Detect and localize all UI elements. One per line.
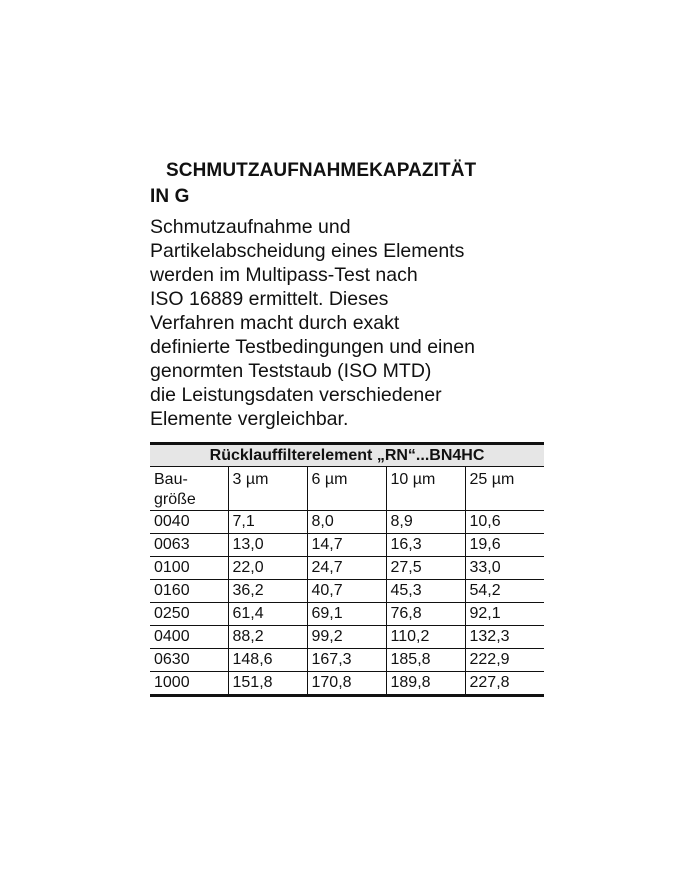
table-cell: 7,1 [228, 511, 307, 534]
table-cell: 61,4 [228, 603, 307, 626]
paragraph-line: Partikelabscheidung eines Elements [150, 240, 465, 262]
heading-line-1: SCHMUTZAUFNAHMEKAPAZITÄT [166, 160, 477, 181]
paragraph-line: genormten Teststaub (ISO MTD) [150, 360, 432, 382]
description-paragraph [150, 215, 544, 431]
table-cell: 0040 [150, 511, 228, 534]
table-row [150, 534, 544, 557]
size-header-line-2: größe [154, 491, 196, 508]
table-cell: 167,3 [307, 649, 386, 672]
table-cell: 8,0 [307, 511, 386, 534]
table-row [150, 511, 544, 534]
table-cell: 40,7 [307, 580, 386, 603]
table-cell: 14,7 [307, 534, 386, 557]
table-cell: 27,5 [386, 557, 465, 580]
table-cell: 69,1 [307, 603, 386, 626]
table-row [150, 649, 544, 672]
table-title-row [150, 444, 544, 467]
table-cell: 222,9 [465, 649, 544, 672]
paragraph-line: werden im Multipass-Test nach [150, 264, 418, 286]
table-cell: 36,2 [228, 580, 307, 603]
table-cell: 1000 [150, 672, 228, 696]
table-cell: 22,0 [228, 557, 307, 580]
section-heading [150, 158, 544, 210]
table-cell: 185,8 [386, 649, 465, 672]
table-cell: 33,0 [465, 557, 544, 580]
table-cell: 10,6 [465, 511, 544, 534]
paragraph-line: die Leistungsdaten verschiedener [150, 384, 442, 406]
paragraph-line: Elemente vergleichbar. [150, 408, 349, 430]
table-cell: 0630 [150, 649, 228, 672]
column-header-10um: 10 µm [386, 467, 465, 511]
table-cell: 16,3 [386, 534, 465, 557]
table-cell: 8,9 [386, 511, 465, 534]
table-cell: 0100 [150, 557, 228, 580]
column-header-size [150, 467, 228, 511]
table-cell: 0063 [150, 534, 228, 557]
column-header-3um: 3 µm [228, 467, 307, 511]
table-cell: 19,6 [465, 534, 544, 557]
table-title: Rücklauffilterelement „RN“...BN4HC [150, 444, 544, 467]
table-row [150, 557, 544, 580]
dirt-capacity-table [150, 442, 544, 697]
table-cell: 0250 [150, 603, 228, 626]
paragraph-line: Schmutzaufnahme und [150, 216, 351, 238]
table-cell: 227,8 [465, 672, 544, 696]
paragraph-line: ISO 16889 ermittelt. Dieses [150, 288, 389, 310]
table-cell: 151,8 [228, 672, 307, 696]
table-row [150, 603, 544, 626]
document-page [150, 158, 544, 697]
table-cell: 45,3 [386, 580, 465, 603]
table-cell: 0160 [150, 580, 228, 603]
paragraph-line: Verfahren macht durch exakt [150, 312, 400, 334]
table-cell: 88,2 [228, 626, 307, 649]
paragraph-line: definierte Testbedingungen und einen [150, 336, 475, 358]
table-cell: 54,2 [465, 580, 544, 603]
table-row [150, 672, 544, 696]
table-cell: 92,1 [465, 603, 544, 626]
table-cell: 189,8 [386, 672, 465, 696]
size-header-line-1: Bau- [154, 471, 188, 488]
table-row [150, 626, 544, 649]
column-header-25um: 25 µm [465, 467, 544, 511]
table-cell: 76,8 [386, 603, 465, 626]
table-cell: 13,0 [228, 534, 307, 557]
heading-line-2: IN G [150, 186, 190, 207]
table-row [150, 580, 544, 603]
table-header-row [150, 467, 544, 511]
table-cell: 148,6 [228, 649, 307, 672]
table-cell: 24,7 [307, 557, 386, 580]
table-cell: 110,2 [386, 626, 465, 649]
column-header-6um: 6 µm [307, 467, 386, 511]
table-cell: 99,2 [307, 626, 386, 649]
table-cell: 170,8 [307, 672, 386, 696]
table-cell: 0400 [150, 626, 228, 649]
table-cell: 132,3 [465, 626, 544, 649]
